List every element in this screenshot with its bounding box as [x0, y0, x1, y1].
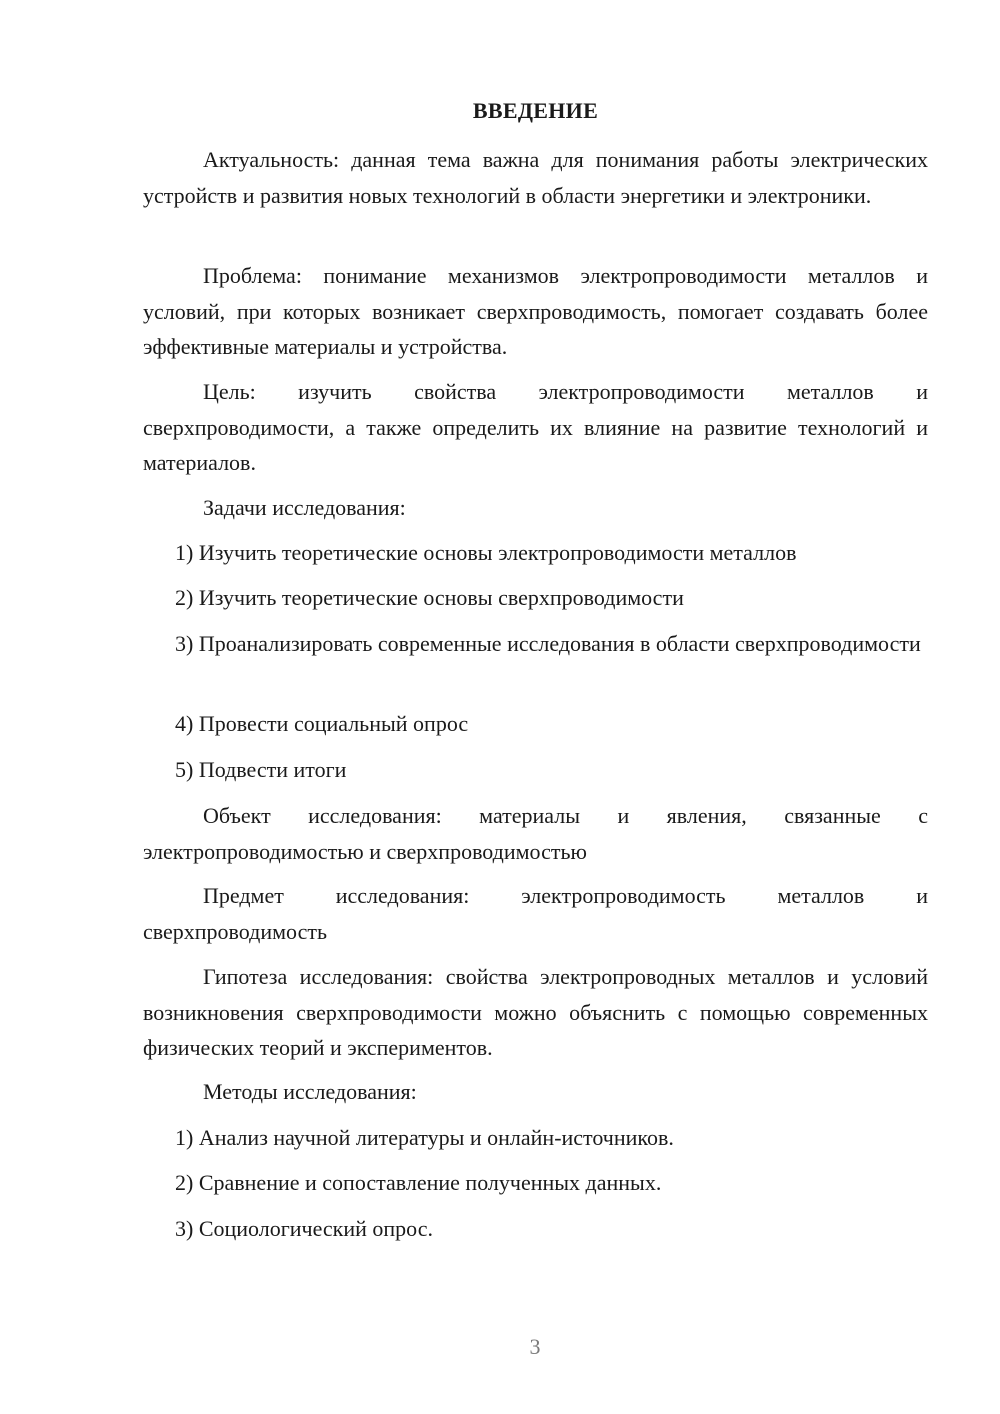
- object-text: Объект исследования: материалы и явления, связанные с электропроводимостью и сверхпроводимостью: [143, 803, 928, 864]
- relevance-paragraph: [143, 142, 928, 213]
- page-number: 3: [529, 1334, 541, 1359]
- method-item-text: 3) Социологический опрос.: [175, 1216, 433, 1241]
- goal-text: Цель: изучить свойства электропроводимости металлов и сверхпроводимости, а также определить их влияние на развитие технологий и материалов.: [143, 379, 928, 475]
- task-item-text: 1) Изучить теоретические основы электропроводимости металлов: [175, 540, 797, 565]
- tasks-heading-block: [143, 490, 928, 526]
- problem-paragraph: [143, 258, 928, 365]
- method-item: [143, 1211, 928, 1247]
- methods-heading-block: [143, 1074, 928, 1110]
- problem-text: Проблема: понимание механизмов электропроводимости металлов и условий, при которых возникает сверхпроводимость, помогает создавать более эффективные материалы и устройства.: [143, 263, 928, 359]
- task-item: [143, 535, 928, 571]
- method-item-text: 1) Анализ научной литературы и онлайн-источников.: [175, 1125, 674, 1150]
- hypothesis-paragraph: [143, 959, 928, 1066]
- task-item: [143, 752, 928, 788]
- subject-paragraph: [143, 878, 928, 949]
- task-item-text: 3) Проанализировать современные исследования в области сверхпроводимости: [175, 631, 921, 656]
- task-item: [143, 706, 928, 742]
- subject-text: Предмет исследования: электропроводимость металлов и сверхпроводимость: [143, 883, 928, 944]
- task-item: [143, 626, 928, 662]
- goal-paragraph: [143, 374, 928, 481]
- task-item-text: 5) Подвести итоги: [175, 757, 347, 782]
- method-item-text: 2) Сравнение и сопоставление полученных данных.: [175, 1170, 662, 1195]
- methods-heading: Методы исследования:: [203, 1079, 417, 1104]
- task-item: [143, 580, 928, 616]
- method-item: [143, 1165, 928, 1201]
- tasks-heading: Задачи исследования:: [203, 495, 406, 520]
- method-item: [143, 1120, 928, 1156]
- hypothesis-text: Гипотеза исследования: свойства электропроводных металлов и условий возникновения сверхпроводимости можно объяснить с помощью современных физических теорий и экспериментов.: [143, 964, 928, 1060]
- task-item-text: 2) Изучить теоретические основы сверхпроводимости: [175, 585, 684, 610]
- task-item-text: 4) Провести социальный опрос: [175, 711, 469, 736]
- page-title: ВВЕДЕНИЕ: [472, 98, 599, 123]
- object-paragraph: [143, 798, 928, 869]
- relevance-text: Актуальность: данная тема важна для понимания работы электрических устройств и развития новых технологий в области энергетики и электроники.: [143, 147, 928, 208]
